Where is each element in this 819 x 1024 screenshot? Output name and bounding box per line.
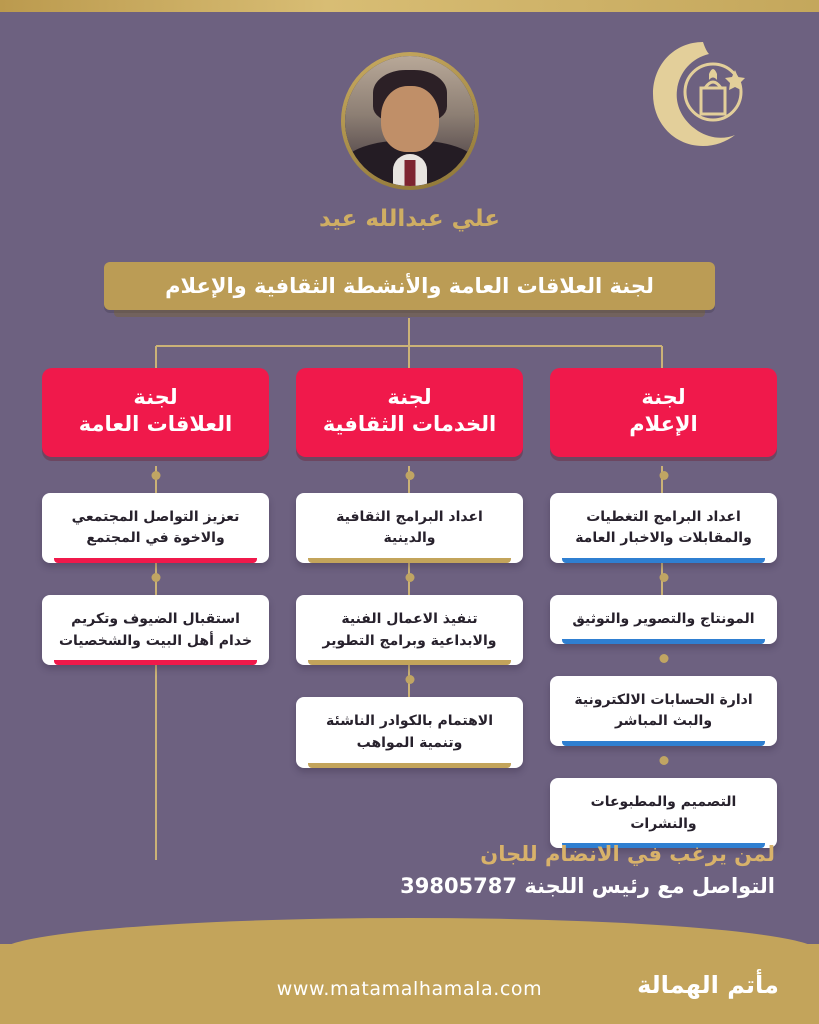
card-underline <box>308 660 511 665</box>
connector-dot-icon <box>659 573 668 582</box>
card-text: اعداد البرامج الثقافية والدينية <box>336 508 483 547</box>
column-title-line2: الخدمات الثقافية <box>322 412 497 437</box>
connector-dot-icon <box>659 471 668 480</box>
column-title-line1: لجنة <box>641 385 686 409</box>
connector-dot-icon <box>151 573 160 582</box>
list-item <box>550 493 777 563</box>
column-title-line2: العلاقات العامة <box>78 412 233 437</box>
connector-dot-icon <box>405 471 414 480</box>
top-gold-bar <box>0 0 819 12</box>
list-item <box>550 595 777 644</box>
card-text: الاهتمام بالكوادر الناشئة وتنمية المواهب <box>325 713 494 752</box>
cta-line2: التواصل مع رئيس اللجنة 39805787 <box>400 874 775 898</box>
footer-bar <box>0 944 819 1024</box>
card-underline <box>308 763 511 768</box>
list-item <box>550 778 777 848</box>
connector-dot-icon <box>151 471 160 480</box>
list-item <box>296 493 523 563</box>
card-underline <box>54 660 257 665</box>
column-header-public-relations[interactable] <box>42 368 269 457</box>
card-text: اعداد البرامج التغطيات والمقابلات والاخبار العامة <box>575 508 752 547</box>
connector-dot-icon <box>405 573 414 582</box>
list-item <box>296 697 523 767</box>
join-cta <box>400 842 775 898</box>
committee-banner: لجنة العلاقات العامة والأنشطة الثقافية والإعلام <box>104 262 715 310</box>
committee-columns <box>42 368 777 880</box>
column-title-line2: الإعلام <box>629 412 698 437</box>
card-text: تعزيز التواصل المجتمعي والاخوة في المجتمع <box>71 508 240 547</box>
connector-dot-icon <box>405 675 414 684</box>
column-cultural-services <box>296 368 523 880</box>
card-text: تنفيذ الاعمال الفنية والابداعية وبرامج التطوير <box>322 610 497 649</box>
card-text: التصميم والمطبوعات والنشرات <box>590 794 737 832</box>
card-underline <box>562 741 765 746</box>
website-url[interactable]: www.matamalhamala.com <box>276 978 543 1000</box>
card-underline <box>54 558 257 563</box>
card-underline <box>562 639 765 644</box>
card-underline <box>562 558 765 563</box>
connector-dot-icon <box>659 654 668 663</box>
column-title-line1: لجنة <box>133 385 178 409</box>
cards-cultural-services <box>296 493 523 768</box>
card-text: استقبال الضيوف وتكريم خدام أهل البيت والشخصيات <box>58 610 253 649</box>
cards-public-relations <box>42 493 269 666</box>
card-underline <box>308 558 511 563</box>
person-portrait-image <box>345 56 475 186</box>
person-name: علي عبدالله عيد <box>318 206 500 232</box>
footer-logo-text: مأتم الهمالة <box>637 971 779 999</box>
list-item <box>42 595 269 665</box>
column-title-line1: لجنة <box>387 385 432 409</box>
column-header-media[interactable] <box>550 368 777 457</box>
card-text: المونتاج والتصوير والتوثيق <box>572 610 755 627</box>
avatar <box>341 52 479 190</box>
card-text: ادارة الحسابات الالكترونية والبث المباشر <box>574 691 753 730</box>
crescent-mosque-logo-icon <box>643 36 763 156</box>
cards-media <box>550 493 777 849</box>
cta-line1: لمن يرغب في الانضام للجان <box>480 842 775 866</box>
list-item <box>296 595 523 665</box>
connector-dot-icon <box>659 756 668 765</box>
column-header-cultural-services[interactable] <box>296 368 523 457</box>
column-public-relations <box>42 368 269 880</box>
list-item <box>550 676 777 746</box>
list-item <box>42 493 269 563</box>
column-media <box>550 368 777 880</box>
